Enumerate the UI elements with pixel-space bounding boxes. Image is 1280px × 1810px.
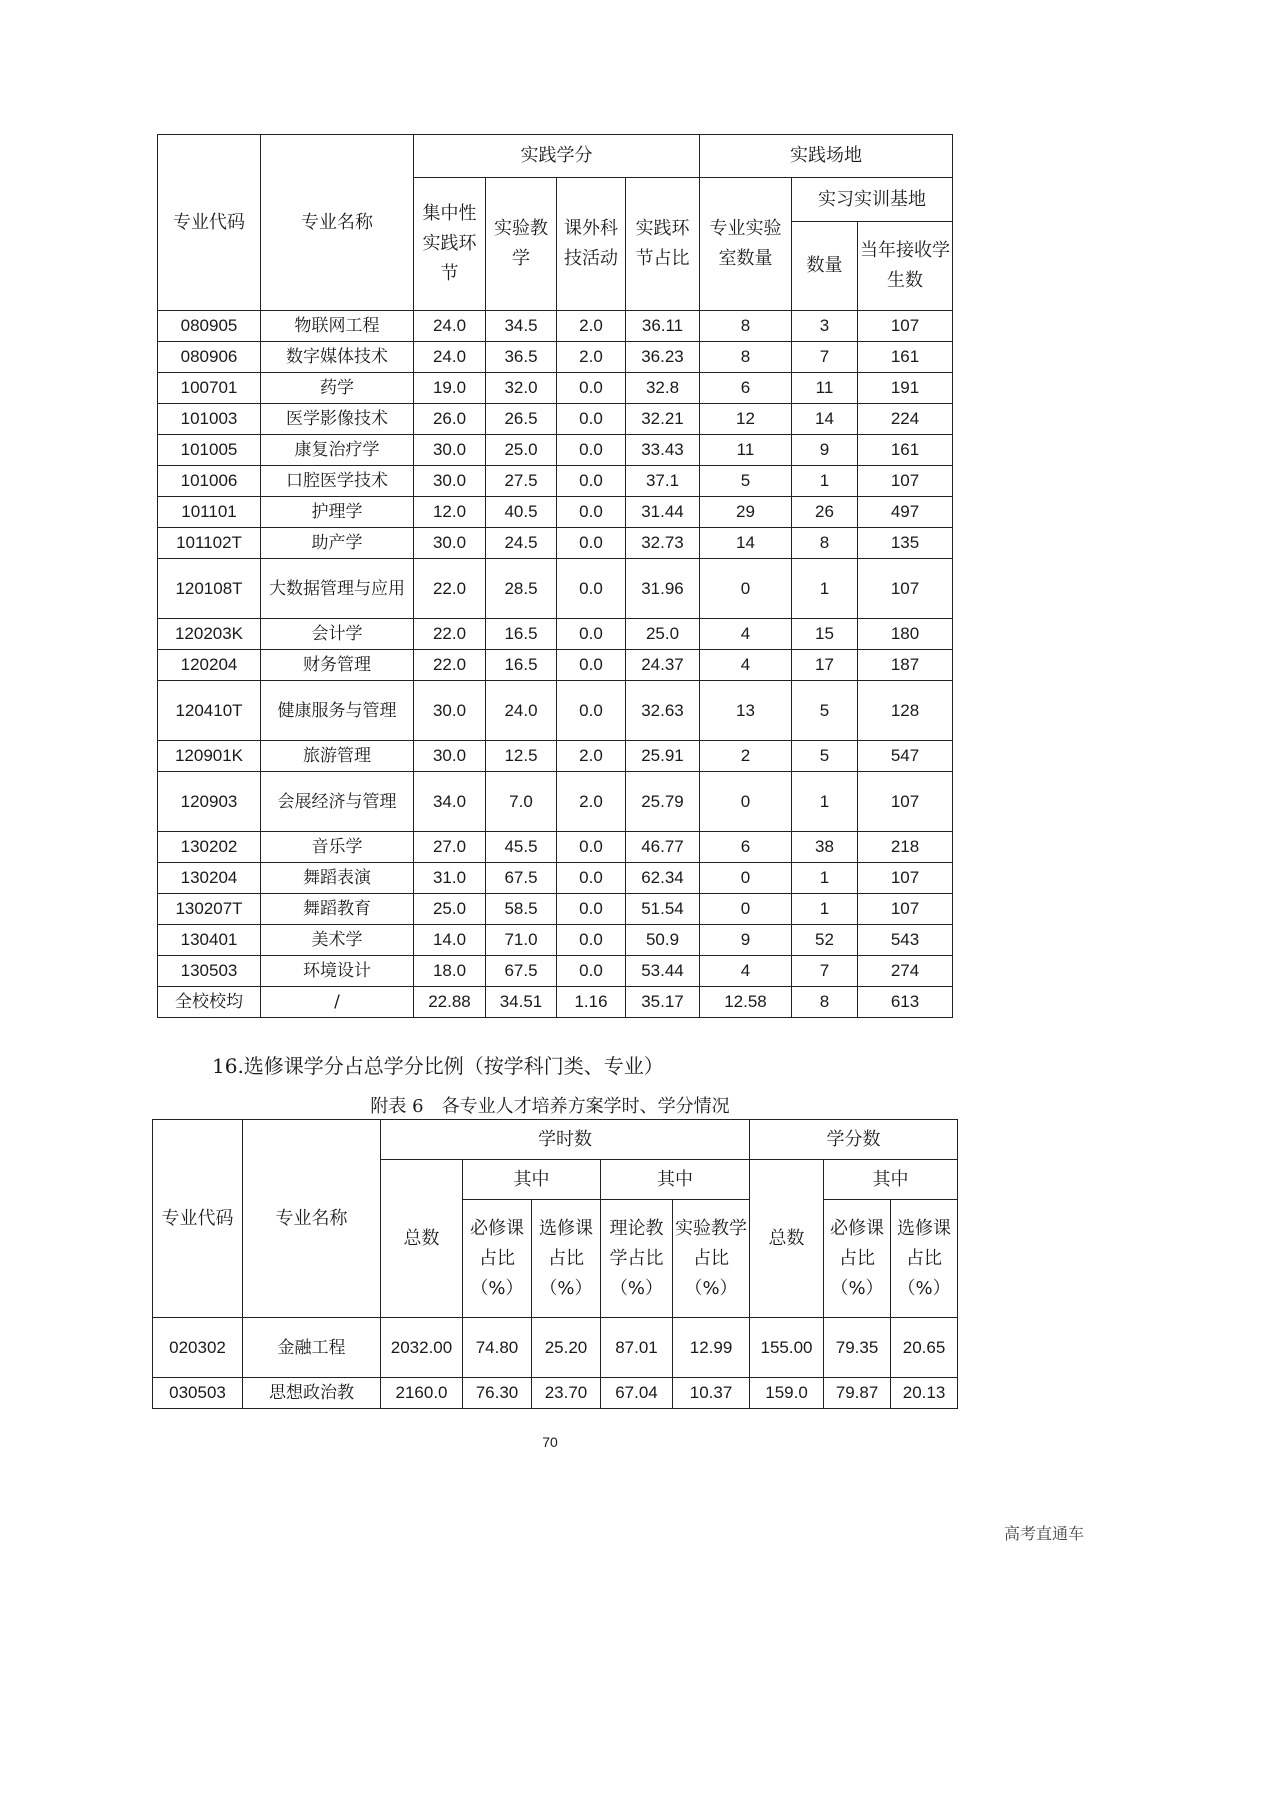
table-cell: 101101 bbox=[158, 497, 261, 528]
table-cell: 思想政治教 bbox=[243, 1378, 381, 1409]
table-cell: 67.5 bbox=[486, 956, 557, 987]
table-cell: 物联网工程 bbox=[261, 311, 414, 342]
table-cell: 36.5 bbox=[486, 342, 557, 373]
table-cell: 161 bbox=[858, 435, 953, 466]
table-cell: 9 bbox=[700, 925, 792, 956]
table-cell: 020302 bbox=[153, 1318, 243, 1378]
table-cell: 旅游管理 bbox=[261, 741, 414, 772]
table-cell: 224 bbox=[858, 404, 953, 435]
table-row bbox=[158, 772, 953, 832]
table-row bbox=[158, 311, 953, 342]
table-cell: 2.0 bbox=[557, 741, 626, 772]
table-cell: 全校校均 bbox=[158, 987, 261, 1018]
table-cell: 5 bbox=[792, 741, 858, 772]
table-cell: 37.1 bbox=[626, 466, 700, 497]
table-cell: 健康服务与管理 bbox=[261, 681, 414, 741]
header-among-a: 其中 bbox=[463, 1160, 601, 1200]
table-cell: 32.8 bbox=[626, 373, 700, 404]
table-row bbox=[158, 956, 953, 987]
table-cell: 舞蹈教育 bbox=[261, 894, 414, 925]
table-cell: 12.5 bbox=[486, 741, 557, 772]
header-among-b: 其中 bbox=[601, 1160, 750, 1200]
table-cell: 17 bbox=[792, 650, 858, 681]
table-cell: 0 bbox=[700, 772, 792, 832]
table-cell: 舞蹈表演 bbox=[261, 863, 414, 894]
table-cell: 107 bbox=[858, 466, 953, 497]
table-row bbox=[158, 559, 953, 619]
table-cell: 金融工程 bbox=[243, 1318, 381, 1378]
table-cell: 2160.0 bbox=[381, 1378, 463, 1409]
table-cell: 130202 bbox=[158, 832, 261, 863]
table-cell: 22.88 bbox=[414, 987, 486, 1018]
table-cell: 23.70 bbox=[532, 1378, 601, 1409]
table-cell: 12 bbox=[700, 404, 792, 435]
table-cell: 128 bbox=[858, 681, 953, 741]
table-cell: 67.5 bbox=[486, 863, 557, 894]
table-cell: 1.16 bbox=[557, 987, 626, 1018]
practice-credits-table bbox=[157, 134, 953, 1018]
table-cell: 107 bbox=[858, 863, 953, 894]
table-cell: 2.0 bbox=[557, 772, 626, 832]
table-cell: 45.5 bbox=[486, 832, 557, 863]
table-cell: 10.37 bbox=[673, 1378, 750, 1409]
table-cell: 26 bbox=[792, 497, 858, 528]
table-cell: 24.0 bbox=[486, 681, 557, 741]
table-cell: 187 bbox=[858, 650, 953, 681]
table-cell: 274 bbox=[858, 956, 953, 987]
table-cell: 46.77 bbox=[626, 832, 700, 863]
table-cell: 120108T bbox=[158, 559, 261, 619]
table-cell: 3 bbox=[792, 311, 858, 342]
table-cell: 30.0 bbox=[414, 528, 486, 559]
section-heading: 16.选修课学分占总学分比例（按学科门类、专业） bbox=[212, 1054, 664, 1078]
table-cell: 0.0 bbox=[557, 863, 626, 894]
table-row bbox=[158, 342, 953, 373]
table-cell: 0.0 bbox=[557, 559, 626, 619]
table-cell: 40.5 bbox=[486, 497, 557, 528]
table-cell: 7 bbox=[792, 342, 858, 373]
header-required-ratio: 必修课占比（%） bbox=[463, 1200, 532, 1318]
table-cell: 0.0 bbox=[557, 619, 626, 650]
table-cell: 080905 bbox=[158, 311, 261, 342]
table-cell: 34.51 bbox=[486, 987, 557, 1018]
header-base-count: 数量 bbox=[792, 222, 858, 311]
table-cell: 120903 bbox=[158, 772, 261, 832]
table-row bbox=[158, 681, 953, 741]
table-cell: 财务管理 bbox=[261, 650, 414, 681]
table-cell: 0.0 bbox=[557, 435, 626, 466]
table-cell: 大数据管理与应用 bbox=[261, 559, 414, 619]
table-cell: 药学 bbox=[261, 373, 414, 404]
table-cell: 50.9 bbox=[626, 925, 700, 956]
table-row bbox=[158, 404, 953, 435]
table-row bbox=[158, 894, 953, 925]
table-cell: 22.0 bbox=[414, 559, 486, 619]
header-concentrated: 集中性实践环节 bbox=[414, 178, 486, 311]
table-cell: 4 bbox=[700, 619, 792, 650]
table-cell: 4 bbox=[700, 956, 792, 987]
table-cell: 120204 bbox=[158, 650, 261, 681]
header-credits: 学分数 bbox=[750, 1120, 958, 1160]
table-cell: 30.0 bbox=[414, 681, 486, 741]
table-cell: 0 bbox=[700, 894, 792, 925]
table-cell: 25.79 bbox=[626, 772, 700, 832]
table-cell: 14 bbox=[792, 404, 858, 435]
table-cell: 2 bbox=[700, 741, 792, 772]
watermark: 高考直通车 bbox=[1003, 1524, 1084, 1543]
table-cell: 543 bbox=[858, 925, 953, 956]
table-cell: 6 bbox=[700, 373, 792, 404]
table-cell: 24.37 bbox=[626, 650, 700, 681]
header-practice-credits: 实践学分 bbox=[414, 135, 700, 178]
table-cell: 20.65 bbox=[891, 1318, 958, 1378]
table-cell: 16.5 bbox=[486, 619, 557, 650]
table-row bbox=[158, 741, 953, 772]
table-row bbox=[158, 650, 953, 681]
header-internship-base: 实习实训基地 bbox=[792, 178, 953, 222]
table-cell: 53.44 bbox=[626, 956, 700, 987]
table-cell: 080906 bbox=[158, 342, 261, 373]
header-elective-ratio-credits: 选修课占比（%） bbox=[891, 1200, 958, 1318]
table-cell: 1 bbox=[792, 894, 858, 925]
table-cell: 79.35 bbox=[824, 1318, 891, 1378]
table-cell: 31.0 bbox=[414, 863, 486, 894]
table-cell: 101005 bbox=[158, 435, 261, 466]
table-cell: 4 bbox=[700, 650, 792, 681]
table-cell: 25.20 bbox=[532, 1318, 601, 1378]
table-cell: 14 bbox=[700, 528, 792, 559]
table-cell: 8 bbox=[792, 528, 858, 559]
table-cell: 6 bbox=[700, 832, 792, 863]
table-cell: 101102T bbox=[158, 528, 261, 559]
table-cell: 30.0 bbox=[414, 741, 486, 772]
table-cell: 36.23 bbox=[626, 342, 700, 373]
header-theory-ratio: 理论教学占比（%） bbox=[601, 1200, 673, 1318]
table-cell: 32.21 bbox=[626, 404, 700, 435]
table-cell: 101003 bbox=[158, 404, 261, 435]
table-cell: 助产学 bbox=[261, 528, 414, 559]
table-cell: 28.5 bbox=[486, 559, 557, 619]
table-cell: 环境设计 bbox=[261, 956, 414, 987]
table-cell: 35.17 bbox=[626, 987, 700, 1018]
table-cell: 30.0 bbox=[414, 466, 486, 497]
header-experiment: 实验教学 bbox=[486, 178, 557, 311]
table-cell: 1 bbox=[792, 466, 858, 497]
table-cell: 7.0 bbox=[486, 772, 557, 832]
table-cell: 22.0 bbox=[414, 650, 486, 681]
table-cell: 14.0 bbox=[414, 925, 486, 956]
table-cell: 19.0 bbox=[414, 373, 486, 404]
table-cell: 130503 bbox=[158, 956, 261, 987]
table-cell: 29 bbox=[700, 497, 792, 528]
table-cell: 会计学 bbox=[261, 619, 414, 650]
table-cell: 36.11 bbox=[626, 311, 700, 342]
header-experiment-ratio: 实验教学占比（%） bbox=[673, 1200, 750, 1318]
table-cell: 0.0 bbox=[557, 404, 626, 435]
table-cell: 120203K bbox=[158, 619, 261, 650]
table-cell: 107 bbox=[858, 311, 953, 342]
table-cell: 0.0 bbox=[557, 894, 626, 925]
table-cell: 71.0 bbox=[486, 925, 557, 956]
header-credits-total: 总数 bbox=[750, 1160, 824, 1318]
table-cell: 口腔医学技术 bbox=[261, 466, 414, 497]
table-cell: 1 bbox=[792, 559, 858, 619]
table-cell: 34.0 bbox=[414, 772, 486, 832]
table-cell: 数字媒体技术 bbox=[261, 342, 414, 373]
table-cell: 497 bbox=[858, 497, 953, 528]
table-cell: 22.0 bbox=[414, 619, 486, 650]
table-cell: 107 bbox=[858, 894, 953, 925]
table-cell: 7 bbox=[792, 956, 858, 987]
table-cell: 32.63 bbox=[626, 681, 700, 741]
table-cell: 120901K bbox=[158, 741, 261, 772]
table-cell: 18.0 bbox=[414, 956, 486, 987]
table-cell: 2.0 bbox=[557, 311, 626, 342]
table-cell: 180 bbox=[858, 619, 953, 650]
table-cell: 24.0 bbox=[414, 311, 486, 342]
table-cell: 34.5 bbox=[486, 311, 557, 342]
table-caption: 附表 6 各专业人才培养方案学时、学分情况 bbox=[370, 1096, 730, 1117]
table-cell: 12.58 bbox=[700, 987, 792, 1018]
table-row bbox=[153, 1378, 958, 1409]
header-extracurricular: 课外科技活动 bbox=[557, 178, 626, 311]
table-cell: 5 bbox=[700, 466, 792, 497]
table-row bbox=[158, 528, 953, 559]
table-cell: 130207T bbox=[158, 894, 261, 925]
table-cell: 31.44 bbox=[626, 497, 700, 528]
table-cell: 0.0 bbox=[557, 528, 626, 559]
table-cell: 15 bbox=[792, 619, 858, 650]
table-cell: 191 bbox=[858, 373, 953, 404]
header-students-received: 当年接收学生数 bbox=[858, 222, 953, 311]
table-cell: 120410T bbox=[158, 681, 261, 741]
table-cell: 159.0 bbox=[750, 1378, 824, 1409]
table-cell: 107 bbox=[858, 772, 953, 832]
table-cell: 护理学 bbox=[261, 497, 414, 528]
table-cell: 155.00 bbox=[750, 1318, 824, 1378]
table-row bbox=[158, 466, 953, 497]
table-cell: 12.0 bbox=[414, 497, 486, 528]
table-cell: 76.30 bbox=[463, 1378, 532, 1409]
header-lab-count: 专业实验室数量 bbox=[700, 178, 792, 311]
table-cell: 8 bbox=[792, 987, 858, 1018]
table-cell: 62.34 bbox=[626, 863, 700, 894]
table-cell: 100701 bbox=[158, 373, 261, 404]
table-cell: 0.0 bbox=[557, 466, 626, 497]
table-cell: 24.5 bbox=[486, 528, 557, 559]
table-cell: 101006 bbox=[158, 466, 261, 497]
table-cell: 25.91 bbox=[626, 741, 700, 772]
table-cell: 52 bbox=[792, 925, 858, 956]
table-cell: 130401 bbox=[158, 925, 261, 956]
table-cell: 107 bbox=[858, 559, 953, 619]
table-cell: 16.5 bbox=[486, 650, 557, 681]
table-cell: 0.0 bbox=[557, 832, 626, 863]
table-cell: 0 bbox=[700, 863, 792, 894]
table-cell: 0 bbox=[700, 559, 792, 619]
table-cell: 27.5 bbox=[486, 466, 557, 497]
table-cell: 32.73 bbox=[626, 528, 700, 559]
table-cell: 康复治疗学 bbox=[261, 435, 414, 466]
table-cell: 13 bbox=[700, 681, 792, 741]
table-cell: 27.0 bbox=[414, 832, 486, 863]
table-cell: 5 bbox=[792, 681, 858, 741]
table-cell: 613 bbox=[858, 987, 953, 1018]
table-cell: 音乐学 bbox=[261, 832, 414, 863]
header-among-c: 其中 bbox=[824, 1160, 958, 1200]
table-cell: 1 bbox=[792, 863, 858, 894]
header-required-ratio-credits: 必修课占比（%） bbox=[824, 1200, 891, 1318]
hours-credits-table bbox=[152, 1119, 958, 1409]
table-cell: 2032.00 bbox=[381, 1318, 463, 1378]
header-name: 专业名称 bbox=[261, 135, 414, 311]
table-cell: 0.0 bbox=[557, 497, 626, 528]
table-cell: 26.5 bbox=[486, 404, 557, 435]
table-cell: 31.96 bbox=[626, 559, 700, 619]
table-cell: 美术学 bbox=[261, 925, 414, 956]
table-cell: 20.13 bbox=[891, 1378, 958, 1409]
table-cell: 医学影像技术 bbox=[261, 404, 414, 435]
table-cell: 9 bbox=[792, 435, 858, 466]
table-cell: 26.0 bbox=[414, 404, 486, 435]
table-cell: 1 bbox=[792, 772, 858, 832]
table-cell: 58.5 bbox=[486, 894, 557, 925]
table-cell: 24.0 bbox=[414, 342, 486, 373]
table-cell: 547 bbox=[858, 741, 953, 772]
table-cell: 79.87 bbox=[824, 1378, 891, 1409]
table-cell: 0.0 bbox=[557, 650, 626, 681]
table-cell: 11 bbox=[700, 435, 792, 466]
table-row bbox=[158, 435, 953, 466]
table-row bbox=[158, 987, 953, 1018]
table-cell: 0.0 bbox=[557, 956, 626, 987]
header-practice-ratio: 实践环节占比 bbox=[626, 178, 700, 311]
table-cell: 11 bbox=[792, 373, 858, 404]
table-cell: 0.0 bbox=[557, 681, 626, 741]
table-row bbox=[158, 832, 953, 863]
table-cell: 161 bbox=[858, 342, 953, 373]
table-row bbox=[158, 373, 953, 404]
table-cell: 130204 bbox=[158, 863, 261, 894]
table-cell: 74.80 bbox=[463, 1318, 532, 1378]
table-cell: 218 bbox=[858, 832, 953, 863]
table-cell: 2.0 bbox=[557, 342, 626, 373]
table-row bbox=[153, 1318, 958, 1378]
table-cell: 25.0 bbox=[414, 894, 486, 925]
table-cell: 8 bbox=[700, 342, 792, 373]
table-cell: 38 bbox=[792, 832, 858, 863]
table-cell: 8 bbox=[700, 311, 792, 342]
header-code: 专业代码 bbox=[153, 1120, 243, 1318]
table-cell: 33.43 bbox=[626, 435, 700, 466]
table-cell: / bbox=[261, 987, 414, 1018]
table-row bbox=[158, 497, 953, 528]
table-cell: 25.0 bbox=[626, 619, 700, 650]
header-name: 专业名称 bbox=[243, 1120, 381, 1318]
header-hours: 学时数 bbox=[381, 1120, 750, 1160]
table-cell: 0.0 bbox=[557, 925, 626, 956]
table-cell: 87.01 bbox=[601, 1318, 673, 1378]
table-cell: 25.0 bbox=[486, 435, 557, 466]
page-number: 70 bbox=[542, 1434, 558, 1450]
header-practice-sites: 实践场地 bbox=[700, 135, 953, 178]
table-row bbox=[158, 619, 953, 650]
table-cell: 030503 bbox=[153, 1378, 243, 1409]
table-cell: 67.04 bbox=[601, 1378, 673, 1409]
table-cell: 51.54 bbox=[626, 894, 700, 925]
header-elective-ratio: 选修课占比（%） bbox=[532, 1200, 601, 1318]
table-cell: 135 bbox=[858, 528, 953, 559]
header-hours-total: 总数 bbox=[381, 1160, 463, 1318]
table-cell: 0.0 bbox=[557, 373, 626, 404]
table-cell: 12.99 bbox=[673, 1318, 750, 1378]
table-cell: 会展经济与管理 bbox=[261, 772, 414, 832]
table-row bbox=[158, 925, 953, 956]
table-cell: 32.0 bbox=[486, 373, 557, 404]
table-row bbox=[158, 863, 953, 894]
header-code: 专业代码 bbox=[158, 135, 261, 311]
table-cell: 30.0 bbox=[414, 435, 486, 466]
